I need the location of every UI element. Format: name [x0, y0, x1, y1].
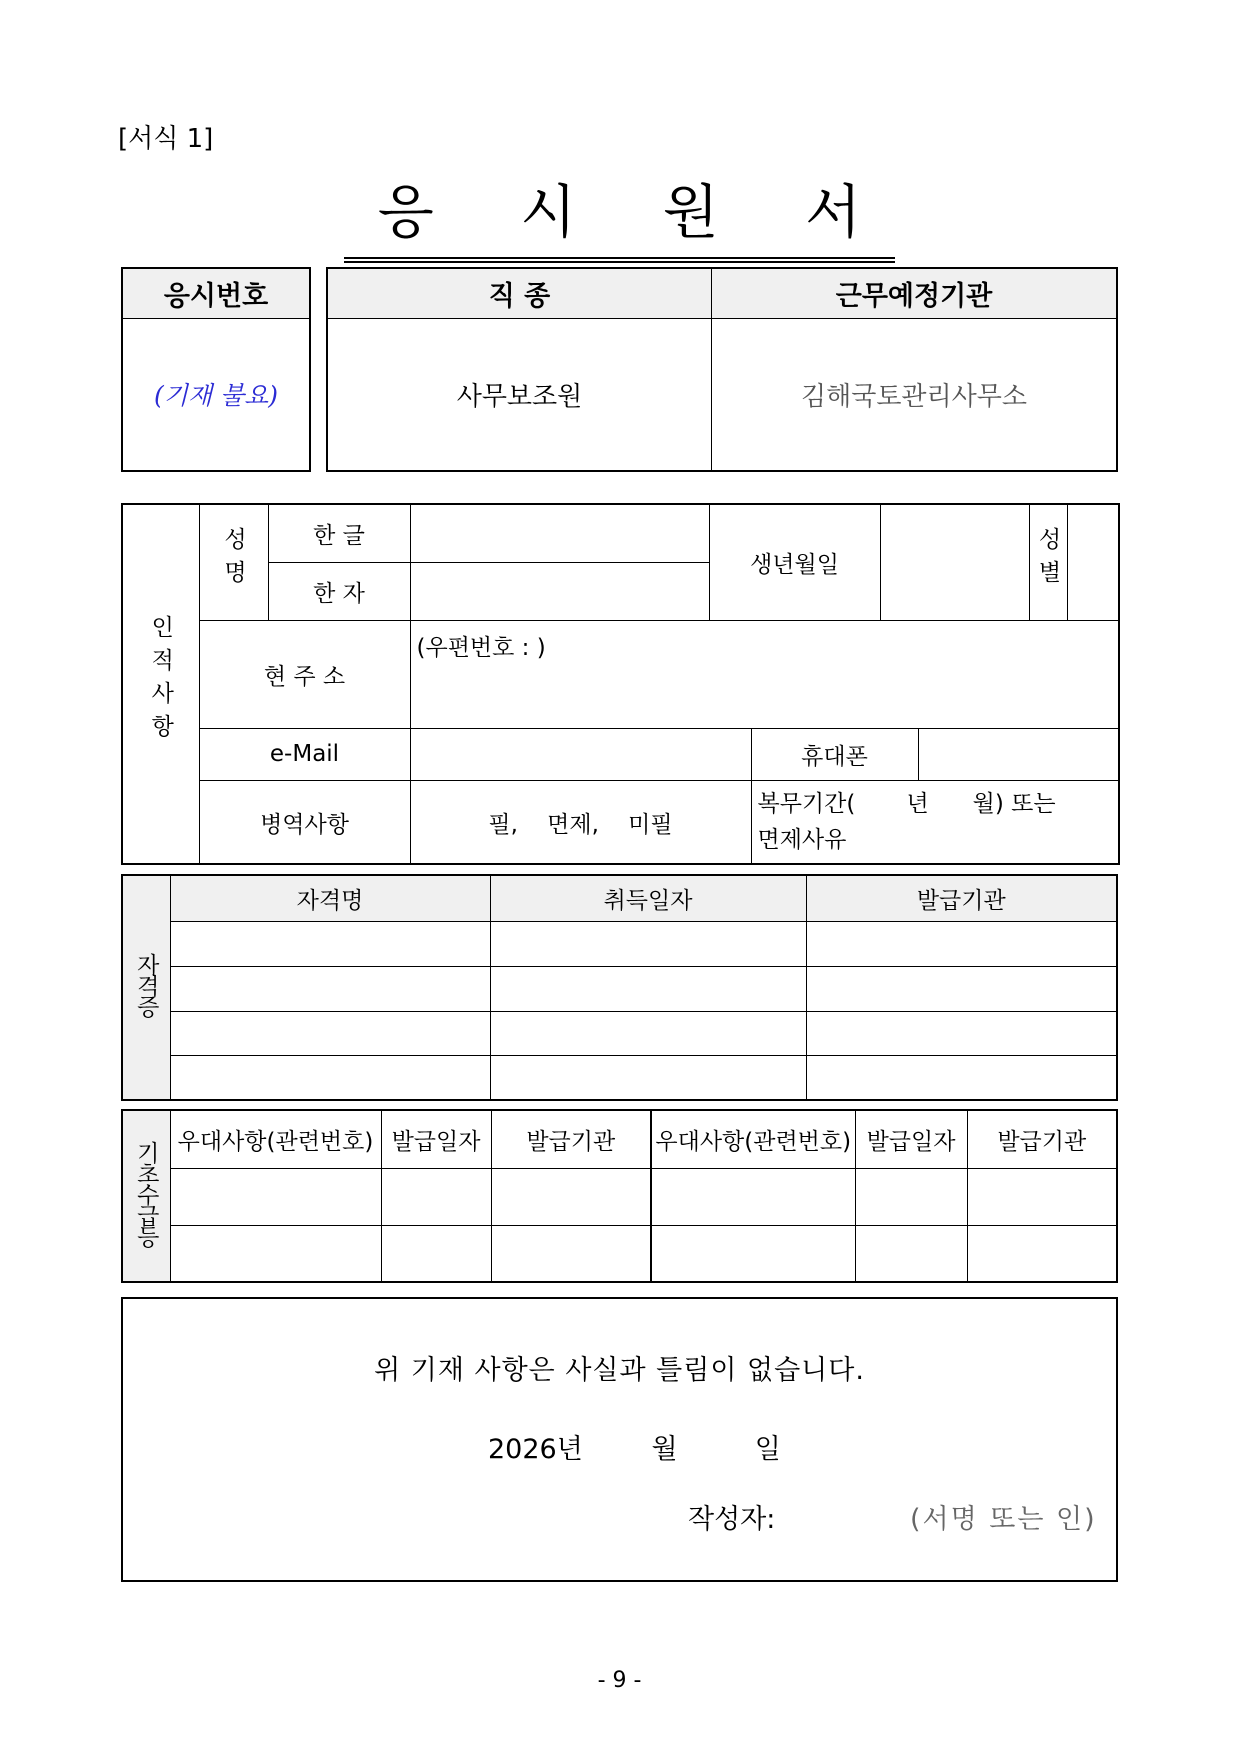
birth-label: 생년월일 [709, 504, 880, 621]
declaration-date: 2026년 월 일 [488, 1434, 781, 1465]
table-cell[interactable] [490, 966, 806, 1011]
table-cell[interactable] [855, 1225, 967, 1282]
table-cell[interactable] [381, 1225, 491, 1282]
table-cell[interactable] [855, 1168, 967, 1225]
table-cell[interactable] [491, 1225, 651, 1282]
postal-code-text: (우편번호 : ) [416, 635, 546, 662]
job-org-box [326, 267, 1118, 472]
table-cell[interactable] [806, 1055, 1117, 1100]
exemption-reason-text: 면제사유 [757, 827, 847, 853]
table-cell[interactable] [170, 1055, 490, 1100]
cert-col-issuer: 발급기관 [806, 875, 1117, 921]
military-detail[interactable] [751, 781, 1119, 865]
table-cell[interactable] [490, 1011, 806, 1055]
cert-col-date: 취득일자 [490, 875, 806, 921]
email-input[interactable] [410, 728, 751, 780]
table-cell[interactable] [806, 1011, 1117, 1055]
hanja-label: 한 자 [268, 562, 410, 620]
signature-note: (서명 또는 인) [910, 1504, 1097, 1535]
benefits-section-label: 기초수급등 [122, 1110, 170, 1282]
exam-number-value: (기재 불요) [122, 318, 310, 471]
declaration-statement: 위 기재 사항은 사실과 틀림이 없습니다. [374, 1355, 865, 1386]
table-cell[interactable] [806, 921, 1117, 966]
table-cell[interactable] [490, 921, 806, 966]
exam-number-label: 응시번호 [122, 268, 310, 318]
personal-section-label: 인적사항 [122, 504, 199, 864]
table-cell[interactable] [967, 1225, 1117, 1282]
mobile-input[interactable] [918, 728, 1119, 780]
exam-number-box [121, 267, 311, 472]
certificates-table [121, 874, 1118, 1101]
table-cell[interactable] [651, 1225, 855, 1282]
table-cell[interactable] [170, 1225, 381, 1282]
table-cell[interactable] [170, 966, 490, 1011]
hanja-input[interactable] [410, 562, 709, 620]
benefit-col-item-2: 우대사항(관련번호) [651, 1110, 855, 1168]
table-cell[interactable] [381, 1168, 491, 1225]
address-input[interactable] [410, 621, 1119, 729]
address-label: 현 주 소 [199, 621, 410, 729]
page-number: - 9 - [597, 1668, 642, 1693]
table-cell[interactable] [651, 1168, 855, 1225]
job-label: 직 종 [327, 268, 712, 318]
org-label: 근무예정기관 [712, 268, 1118, 318]
table-cell[interactable] [170, 1168, 381, 1225]
certificates-section-label: 자격증 [122, 875, 170, 1100]
author-label: 작성자: [688, 1504, 776, 1535]
cert-col-name: 자격명 [170, 875, 490, 921]
military-options: 필, 면제, 미필 [410, 781, 751, 865]
form-label: [서식 1] [118, 124, 214, 154]
benefit-col-issuer-2: 발급기관 [967, 1110, 1117, 1168]
benefit-col-issuer: 발급기관 [491, 1110, 651, 1168]
table-cell[interactable] [491, 1168, 651, 1225]
hangul-label: 한 글 [268, 504, 410, 562]
table-cell[interactable] [967, 1168, 1117, 1225]
gender-input[interactable] [1067, 504, 1119, 621]
table-cell[interactable] [490, 1055, 806, 1100]
email-label: e-Mail [199, 728, 410, 780]
benefit-col-date-2: 발급일자 [855, 1110, 967, 1168]
service-period-text: 복무기간( 년 월) 또는 [757, 791, 1056, 817]
military-label: 병역사항 [199, 781, 410, 865]
table-cell[interactable] [806, 966, 1117, 1011]
name-label: 성명 [199, 504, 268, 621]
hangul-input[interactable] [410, 504, 709, 562]
personal-info-table [121, 503, 1120, 865]
benefits-table [121, 1109, 1118, 1283]
table-cell[interactable] [170, 1011, 490, 1055]
birth-input[interactable] [880, 504, 1029, 621]
mobile-label: 휴대폰 [751, 728, 918, 780]
benefit-col-item: 우대사항(관련번호) [170, 1110, 381, 1168]
benefit-col-date: 발급일자 [381, 1110, 491, 1168]
table-cell[interactable] [170, 921, 490, 966]
org-value: 김해국토관리사무소 [712, 318, 1118, 471]
document-title: 응 시 원 서 [0, 165, 1239, 263]
job-value: 사무보조원 [327, 318, 712, 471]
gender-label: 성별 [1029, 504, 1067, 621]
